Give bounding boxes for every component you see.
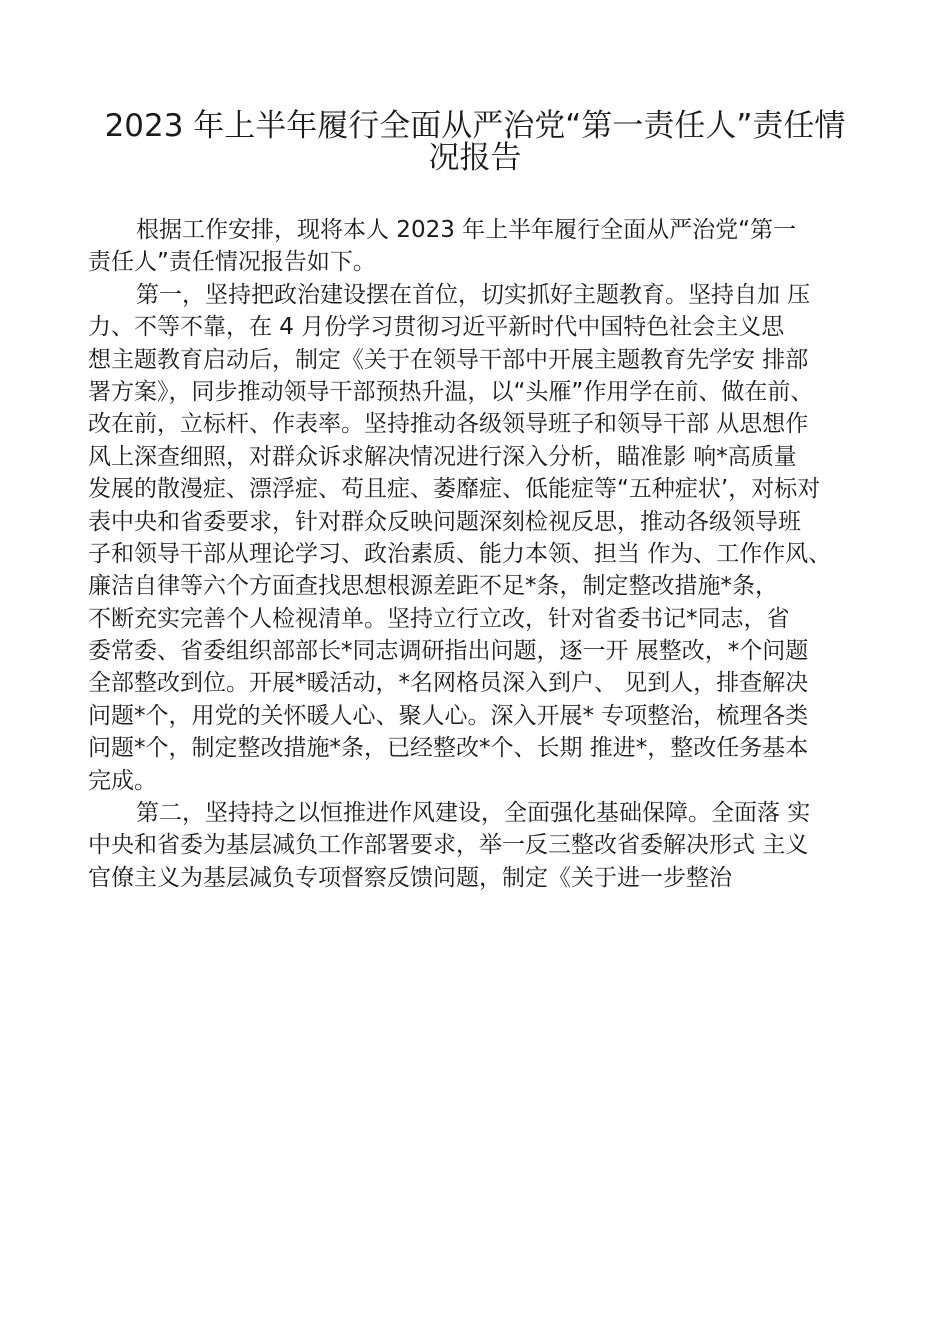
paragraph-line: 问题*个，制定整改措施*条，已经整改*个、长期 推进*，整改任务基本 xyxy=(88,735,809,762)
paragraph-line: 不断充实完善个人检视清单。坚持立行立改，针对省委书记*同志，省 xyxy=(88,605,790,632)
paragraph-line: 表中央和省委要求，针对群众反映问题深刻检视反思，推动各级领导班 xyxy=(88,508,801,535)
paragraph-line: 全部整改到位。开展*暖活动，*名网格员深入到户、 见到人，排查解决 xyxy=(88,670,809,697)
paragraph-line: 子和领导干部从理论学习、政治素质、能力本领、担当 作为、工作作风、 xyxy=(88,540,832,567)
paragraph-line: 发展的散漫症、漂浮症、苟且症、萎靡症、低能症等“五种症状’，对标对 xyxy=(88,476,821,503)
title-line-1: 2023 年上半年履行全面从严治党“第一责任人”责任情 xyxy=(104,108,846,144)
paragraph-line: 官僚主义为基层减负专项督察反馈问题，制定《关于进一步整治 xyxy=(88,864,732,891)
paragraph-line: 问题*个，用党的关怀暖人心、聚人心。深入开展* 专项整治，梳理各类 xyxy=(88,702,809,729)
paragraph-line: 力、不等不靠，在 4 月份学习贯彻习近平新时代中国特色社会主义思 xyxy=(88,314,785,341)
paragraph-first-line: 第一，坚持把政治建设摆在首位，切实抓好主题教育。坚持自加 压 xyxy=(136,281,811,308)
paragraph-line: 完成。 xyxy=(88,767,157,794)
paragraph-line: 责任人”责任情况报告如下。 xyxy=(88,249,376,276)
document-title xyxy=(60,110,890,174)
paragraph-line: 想主题教育启动后，制定《关于在领导干部中开展主题教育先学安 排部 xyxy=(88,346,809,373)
paragraph-line: 改在前，立标杆、作表率。坚持推动各级领导班子和领导干部 从思想作 xyxy=(88,411,809,438)
paragraph-first-line: 根据工作安排，现将本人 2023 年上半年履行全面从严治党“第一 xyxy=(136,217,797,243)
document-body xyxy=(88,214,878,894)
paragraph-line: 委常委、省委组织部部长*同志调研指出问题，逐一开 展整改，*个问题 xyxy=(88,638,809,665)
paragraph-line: 署方案》，同步推动领导干部预热升温，以“头雁”作用学在前、做在前、 xyxy=(88,378,814,405)
title-line-2: 况报告 xyxy=(428,140,522,176)
paragraph-first-line: 第二，坚持持之以恒推进作风建设，全面强化基础保障。全面落 实 xyxy=(136,800,811,827)
paragraph-line: 廉洁自律等六个方面查找思想根源差距不足*条，制定整改措施*条， xyxy=(88,573,778,600)
paragraph-line: 中央和省委为基层减负工作部署要求，举一反三整改省委解决形式 主义 xyxy=(88,832,809,859)
paragraph-line: 风上深查细照，对群众诉求解决情况进行深入分析，瞄准影 响*高质量 xyxy=(88,443,797,470)
